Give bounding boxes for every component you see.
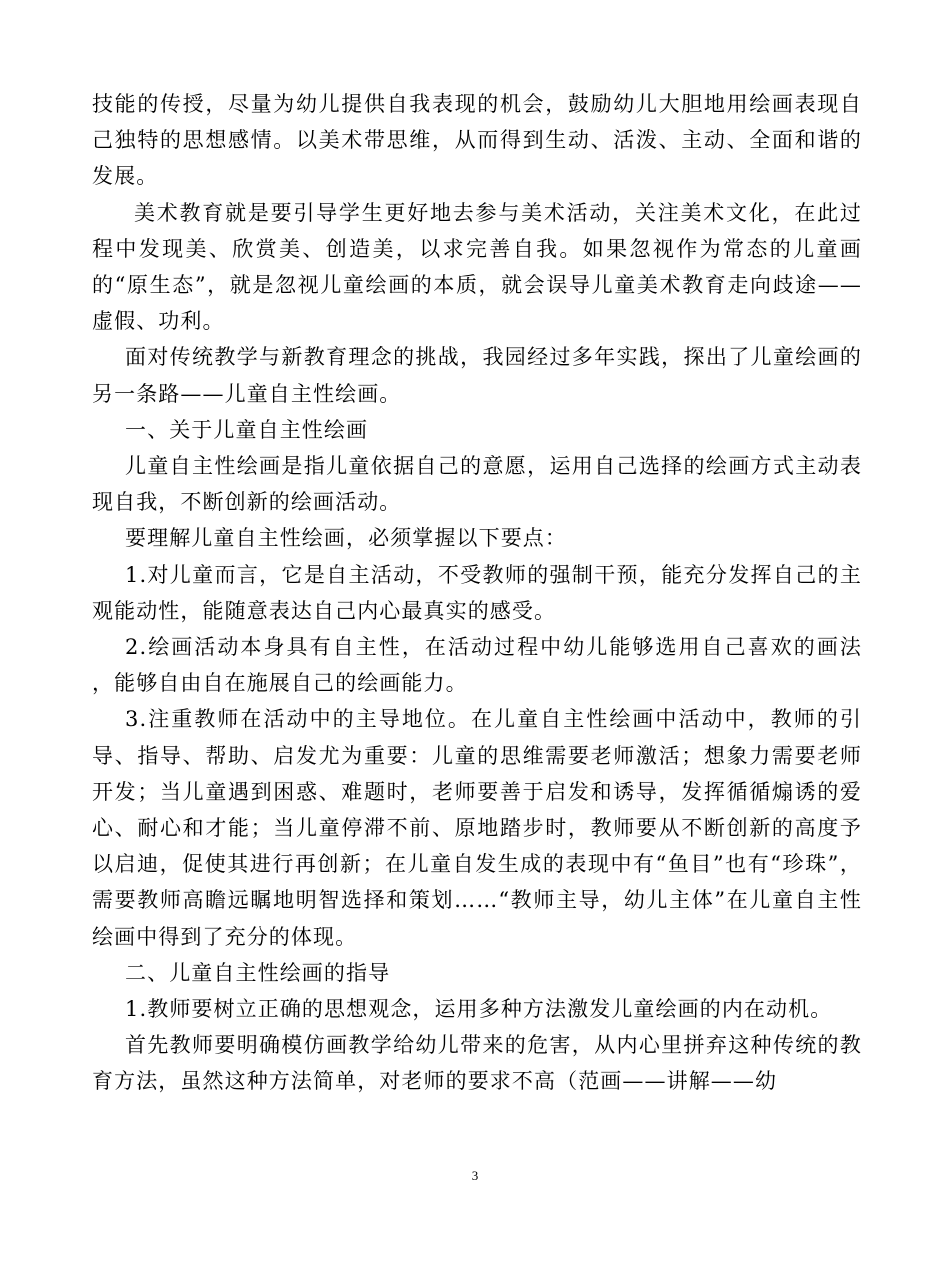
page-number: 3 xyxy=(471,1168,479,1183)
paragraph-art-education: 美术教育就是要引导学生更好地去参与美术活动，关注美术文化，在此过程中发现美、欣赏美、创造美，以求完善自我。如果忽视作为常态的儿童画的“原生态”，就是忽视儿童绘画的本质，就会误导儿童美术教育走向歧途——虚假、功利。 xyxy=(92,200,862,334)
list-item-point-3: 3.注重教师在活动中的主导地位。在儿童自主性绘画中活动中，教师的引导、指导、帮助、启发尤为重要：儿童的思维需要老师激活；想象力需要老师开发；当儿童遇到困惑、难题时，老师要善于启发和诱导，发挥循循煽诱的爱心、耐心和才能；当儿童停滞不前、原地踏步时，教师要从不断创新的高度予以启迪，促使其进行再创新；在儿童自发生成的表现中有“鱼目”也有“珍珠”，需要教师高瞻远瞩地明智选择和策划……“教师主导，幼儿主体”在儿童自主性绘画中得到了充分的体现。 xyxy=(92,707,862,949)
paragraph-key-points-intro: 要理解儿童自主性绘画，必须掌握以下要点： xyxy=(125,526,567,551)
paragraph-definition: 儿童自主性绘画是指儿童依据自己的意愿，运用自己选择的绘画方式主动表现自我，不断创新的绘画活动。 xyxy=(92,454,862,515)
document-body xyxy=(92,86,870,1100)
list-item-guidance-1: 1.教师要树立正确的思想观念，运用多种方法激发儿童绘画的内在动机。 xyxy=(125,997,833,1022)
paragraph-challenge: 面对传统教学与新教育理念的挑战，我园经过多年实践，探出了儿童绘画的另一条路——儿童自主性绘画。 xyxy=(92,345,862,406)
list-item-point-2: 2.绘画活动本身具有自主性，在活动过程中幼儿能够选用自己喜欢的画法 ，能够自由自在施展自己的绘画能力。 xyxy=(92,635,870,696)
section-heading-one: 一、关于儿童自主性绘画 xyxy=(125,417,369,442)
section-heading-two: 二、儿童自主性绘画的指导 xyxy=(125,960,391,985)
paragraph-imitation-teaching: 首先教师要明确模仿画教学给幼儿带来的危害，从内心里拼弃这种传统的教育方法，虽然这种方法简单，对老师的要求不高（范画——讲解——幼 xyxy=(92,1033,862,1094)
list-item-point-1: 1.对儿童而言，它是自主活动，不受教师的强制干预，能充分发挥自己的主观能动性，能随意表达自己内心最真实的感受。 xyxy=(92,562,862,623)
paragraph-continuation: 技能的传授，尽量为幼儿提供自我表现的机会，鼓励幼儿大胆地用绘画表现自己独特的思想感情。以美术带思维，从而得到生动、活泼、主动、全面和谐的发展。 xyxy=(92,92,862,189)
